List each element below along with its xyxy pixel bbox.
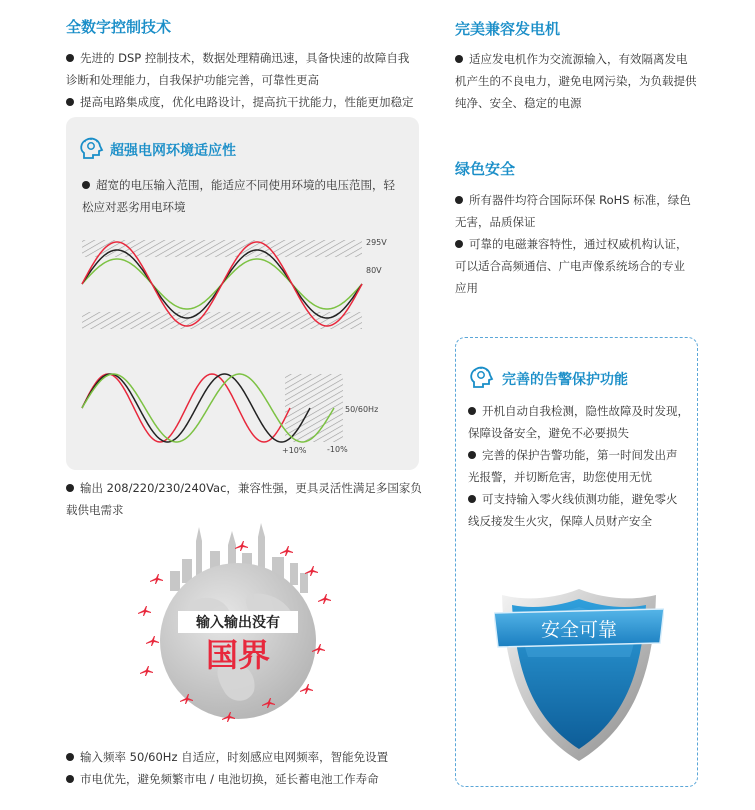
bullet-dot	[455, 55, 463, 63]
lightbulb-head-icon	[78, 136, 104, 162]
generator-title: 完美兼容发电机	[455, 20, 561, 38]
bullet-dot	[468, 451, 476, 459]
label-plus10: +10%	[282, 446, 307, 455]
left-bullet-1: 先进的 DSP 控制技术，数据处理精确迅速，具备快速的故障自我 诊断和处理能力，自我保护功能完善，可靠性更高	[66, 51, 410, 87]
wave-nominal-freq	[82, 374, 310, 442]
green-bullet-1: 所有器件均符合国际环保 RoHS 标准，绿色 无害，品质保证	[455, 193, 691, 229]
label-80v: 80V	[366, 266, 382, 275]
frequency-tolerance-band	[285, 374, 343, 442]
alarm-bullet-3: 可支持输入零火线侦测功能，避免零火 线反接发生火灾，保障人员财产安全	[468, 492, 678, 528]
input-frequency-bullet: 输入频率 50/60Hz 自适应，时刻感应电网频率，智能免设置	[66, 746, 446, 768]
alarm-title: 完善的告警保护功能	[502, 372, 628, 388]
bullet-dot	[66, 775, 74, 783]
undervoltage-band	[82, 312, 362, 329]
wave-plus10	[82, 374, 290, 442]
shield-icon	[494, 585, 664, 765]
green-safety-title: 绿色安全	[455, 160, 516, 178]
bullet-dot	[66, 98, 74, 106]
globe-big-text: 国界	[205, 636, 271, 674]
alarm-bullet-1: 开机自动自我检测，隐性故障及时发现， 保障设备安全，避免不必要损失	[468, 404, 689, 440]
frequency-waveform-diagram	[78, 364, 408, 460]
utility-priority-bullet: 市电优先，避免频繁市电 / 电池切换，延长蓄电池工作寿命	[66, 768, 446, 790]
bullet-dot	[66, 753, 74, 761]
label-minus10: -10%	[327, 445, 348, 454]
generator-bullet: 适应发电机作为交流源输入，有效隔离发电 机产生的不良电力，避免电网污染，为负载提供 纯净、安全、稳定的电源	[455, 52, 697, 110]
bullet-dot	[82, 181, 90, 189]
panel-title: 超强电网环境适应性	[110, 143, 236, 159]
voltage-waveform-diagram	[78, 232, 408, 344]
bullet-dot	[66, 54, 74, 62]
left-bullet-2: 提高电路集成度，优化电路设计，提高抗干扰能力，性能更加稳定	[66, 91, 436, 113]
bullet-dot	[66, 484, 74, 492]
output-voltage-bullet: 输出 208/220/230/240Vac，兼容性强，更具灵活性满足多国家负 载供电需求	[66, 481, 422, 517]
left-title: 全数字控制技术	[66, 18, 172, 36]
alarm-bullet-2: 完善的保护告警功能，第一时间发出声 光报警，并切断危害，助您使用无忧	[468, 448, 678, 484]
green-bullet-2: 可靠的电磁兼容特性，通过权威机构认证， 可以适合高频通信、广电声像系统场合的专业 应用	[455, 237, 688, 295]
label-frequency: 50/60Hz	[345, 405, 379, 414]
bullet-dot	[455, 196, 463, 204]
label-295v: 295V	[366, 238, 387, 247]
globe-illustration	[130, 523, 345, 733]
panel-bullet: 超宽的电压输入范围，能适应不同使用环境的电压范围，轻 松应对恶劣用电环境	[82, 178, 395, 214]
bullet-dot	[468, 495, 476, 503]
globe-banner-text: 输入输出没有	[196, 615, 280, 631]
lightbulb-head-icon	[468, 365, 494, 391]
bullet-dot	[468, 407, 476, 415]
bullet-dot	[455, 240, 463, 248]
overvoltage-band	[82, 240, 362, 257]
shield-text: 安全可靠	[540, 619, 618, 641]
